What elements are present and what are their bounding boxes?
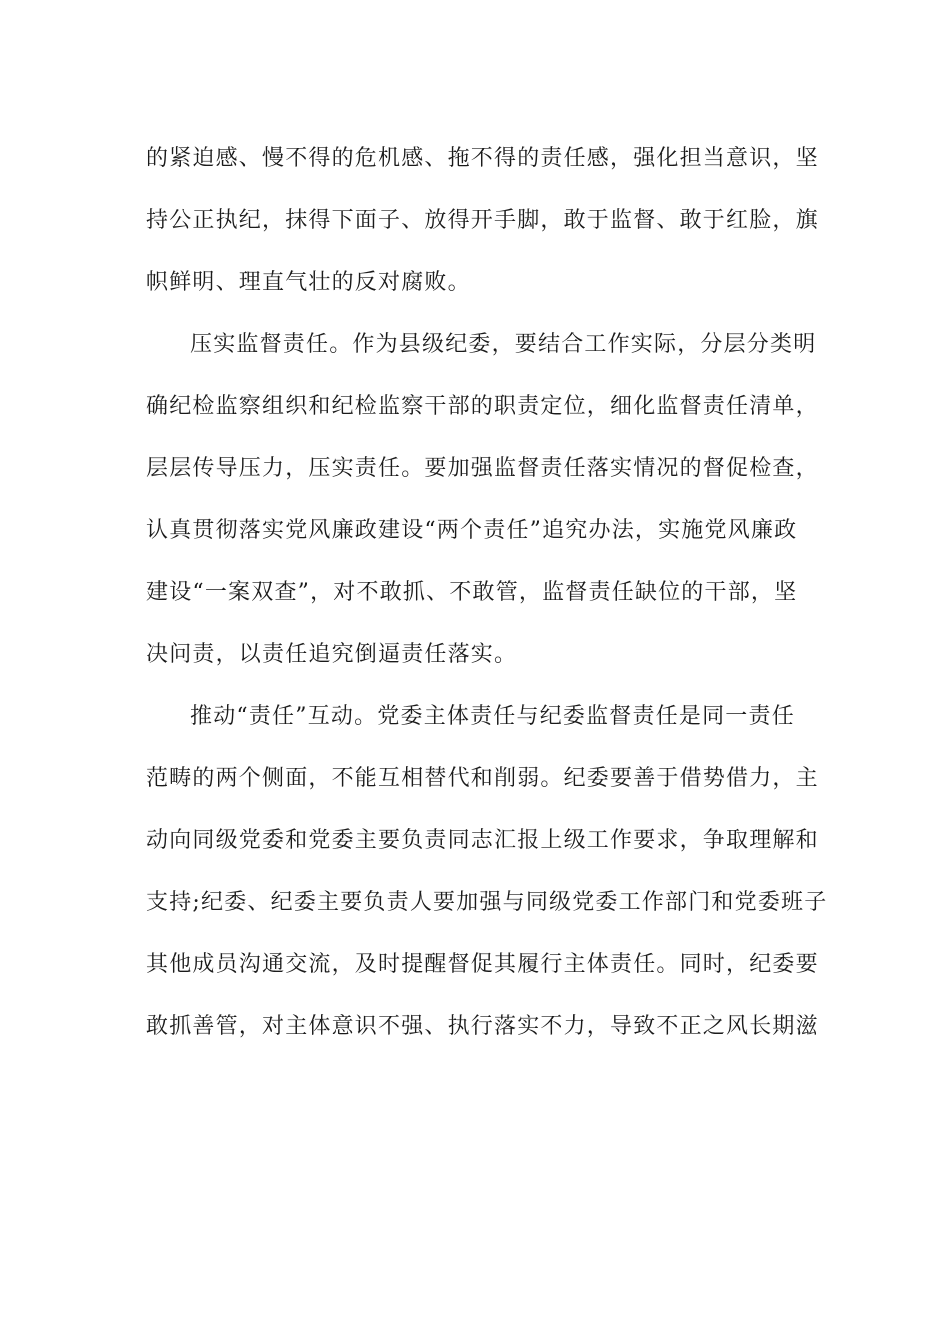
text-line: 支持;纪委、纪委主要负责人要加强与同级党委工作部门和党委班子: [146, 890, 828, 915]
paragraph-3: [146, 686, 828, 1058]
text-line: 决问责，以责任追究倒逼责任落实。: [146, 642, 518, 667]
text-line: 认真贯彻落实党风廉政建设“两个责任”追究办法，实施党风廉政: [146, 518, 798, 543]
text-line: 敢抓善管，对主体意识不强、执行落实不力，导致不正之风长期滋: [146, 1014, 819, 1039]
text-line: 建设“一案双查”，对不敢抓、不敢管，监督责任缺位的干部，坚: [146, 580, 798, 605]
text-line: 推动“责任”互动。党委主体责任与纪委监督责任是同一责任: [190, 704, 795, 729]
text-line: 压实监督责任。作为县级纪委，要结合工作实际，分层分类明: [190, 332, 817, 357]
text-line: 持公正执纪，抹得下面子、放得开手脚，敢于监督、敢于红脸，旗: [146, 208, 819, 233]
paragraph-2: [146, 314, 819, 686]
body-text: [146, 128, 828, 1058]
text-line: 帜鲜明、理直气壮的反对腐败。: [146, 270, 471, 295]
text-line: 其他成员沟通交流，及时提醒督促其履行主体责任。同时，纪委要: [146, 952, 819, 977]
text-line: 确纪检监察组织和纪检监察干部的职责定位，细化监督责任清单，: [146, 394, 819, 419]
text-line: 的紧迫感、慢不得的危机感、拖不得的责任感，强化担当意识，坚: [146, 146, 819, 171]
paragraph-1: [146, 128, 819, 314]
text-line: 层层传导压力，压实责任。要加强监督责任落实情况的督促检查，: [146, 456, 819, 481]
text-line: 动向同级党委和党委主要负责同志汇报上级工作要求，争取理解和: [146, 828, 819, 853]
text-line: 范畴的两个侧面，不能互相替代和削弱。纪委要善于借势借力，主: [146, 766, 819, 791]
